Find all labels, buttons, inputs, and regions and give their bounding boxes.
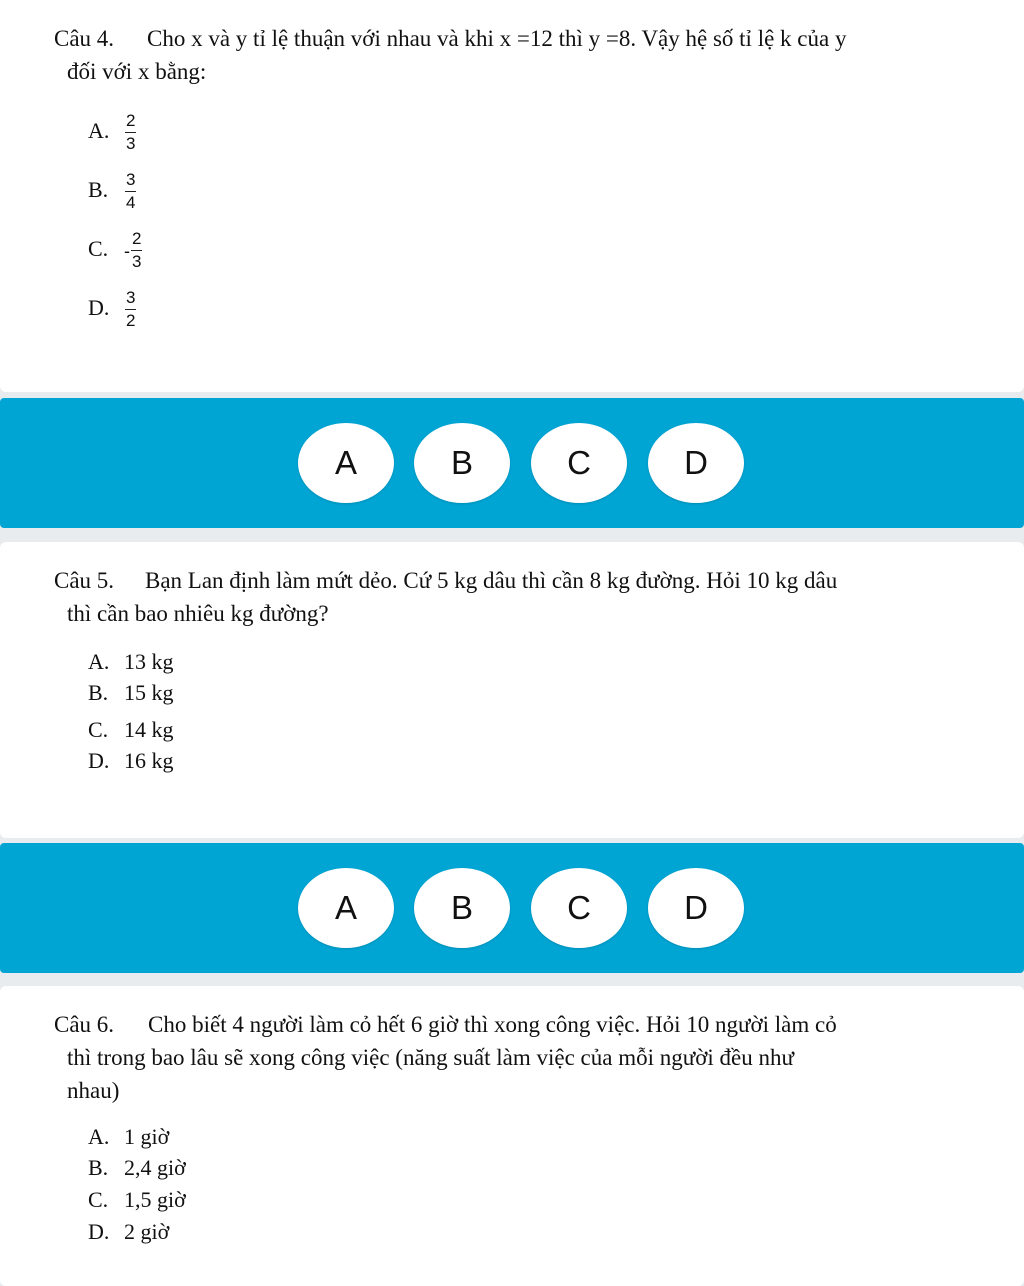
question-line-text: Cho biết 4 người làm cỏ hết 6 giờ thì xong công việc. Hỏi 10 người làm cỏ — [148, 1012, 837, 1037]
option-sign: - — [124, 240, 130, 261]
option-letter: A. — [88, 649, 110, 674]
option-d — [88, 746, 174, 776]
option-letter: A. — [88, 1124, 110, 1149]
question-text — [54, 1008, 837, 1107]
option-letter: B. — [88, 680, 109, 705]
fraction — [125, 170, 136, 213]
question-number: Câu 5. — [54, 568, 115, 593]
option-letter: C. — [88, 235, 109, 261]
answer-button-c[interactable]: C — [531, 423, 627, 503]
denominator: 3 — [132, 252, 142, 271]
question-text — [54, 564, 837, 630]
option-c — [88, 229, 142, 272]
option-c — [88, 715, 174, 745]
answer-button-d[interactable]: D — [648, 868, 744, 948]
option-a — [88, 111, 136, 154]
question-line-text: nhau) — [67, 1078, 120, 1103]
numerator: 2 — [131, 229, 142, 251]
option-text: 15 kg — [124, 680, 174, 705]
option-c — [88, 1185, 186, 1215]
question-card-6 — [0, 986, 1024, 1286]
question-card-5 — [0, 542, 1024, 838]
option-letter: A. — [88, 117, 110, 143]
option-letter: D. — [88, 748, 110, 773]
option-text: 2,4 giờ — [124, 1155, 186, 1180]
fraction — [131, 229, 142, 272]
question-card-4 — [0, 0, 1024, 392]
option-a — [88, 1122, 169, 1152]
question-line-text: Bạn Lan định làm mứt dẻo. Cứ 5 kg dâu thì cần 8 kg đường. Hỏi 10 kg dâu — [145, 568, 838, 593]
numerator: 3 — [125, 288, 136, 310]
option-text: 16 kg — [124, 748, 174, 773]
option-b — [88, 1153, 186, 1183]
answer-button-d[interactable]: D — [648, 423, 744, 503]
question-line — [54, 1008, 837, 1041]
question-number: Câu 4. — [54, 26, 115, 51]
answer-button-b[interactable]: B — [414, 868, 510, 948]
answer-button-a[interactable]: A — [298, 868, 394, 948]
question-number: Câu 6. — [54, 1012, 115, 1037]
numerator: 2 — [125, 111, 136, 133]
question-text — [54, 22, 846, 88]
answer-button-a[interactable]: A — [298, 423, 394, 503]
option-b — [88, 678, 174, 708]
option-letter: B. — [88, 176, 109, 202]
option-text: 1 giờ — [124, 1124, 170, 1149]
answer-bar-q4 — [0, 398, 1024, 528]
option-letter: C. — [88, 1187, 109, 1212]
option-letter: D. — [88, 1219, 110, 1244]
answer-bar-q5 — [0, 843, 1024, 973]
denominator: 4 — [126, 193, 136, 212]
option-d — [88, 288, 136, 331]
question-line-text: thì cần bao nhiêu kg đường? — [67, 601, 329, 626]
fraction — [125, 288, 136, 331]
option-text: 14 kg — [124, 717, 174, 742]
answer-button-c[interactable]: C — [531, 868, 627, 948]
option-d — [88, 1217, 169, 1247]
option-a — [88, 647, 174, 677]
option-letter: D. — [88, 294, 110, 320]
option-b — [88, 170, 136, 213]
answer-button-b[interactable]: B — [414, 423, 510, 503]
denominator: 3 — [126, 134, 136, 153]
option-letter: B. — [88, 1155, 109, 1180]
option-text: 1,5 giờ — [124, 1187, 186, 1212]
question-line — [54, 22, 846, 55]
question-line — [54, 564, 837, 597]
question-line-text: thì trong bao lâu sẽ xong công việc (năng suất làm việc của mỗi người đều như — [67, 1045, 794, 1070]
numerator: 3 — [125, 170, 136, 192]
fraction — [125, 111, 136, 154]
denominator: 2 — [126, 311, 136, 330]
question-line-text: Cho x và y tỉ lệ thuận với nhau và khi x =12 thì y =8. Vậy hệ số tỉ lệ k của y — [147, 26, 847, 51]
option-text: 13 kg — [124, 649, 174, 674]
option-text: 2 giờ — [124, 1219, 170, 1244]
option-letter: C. — [88, 717, 109, 742]
question-line-text: đối với x bằng: — [67, 59, 207, 84]
